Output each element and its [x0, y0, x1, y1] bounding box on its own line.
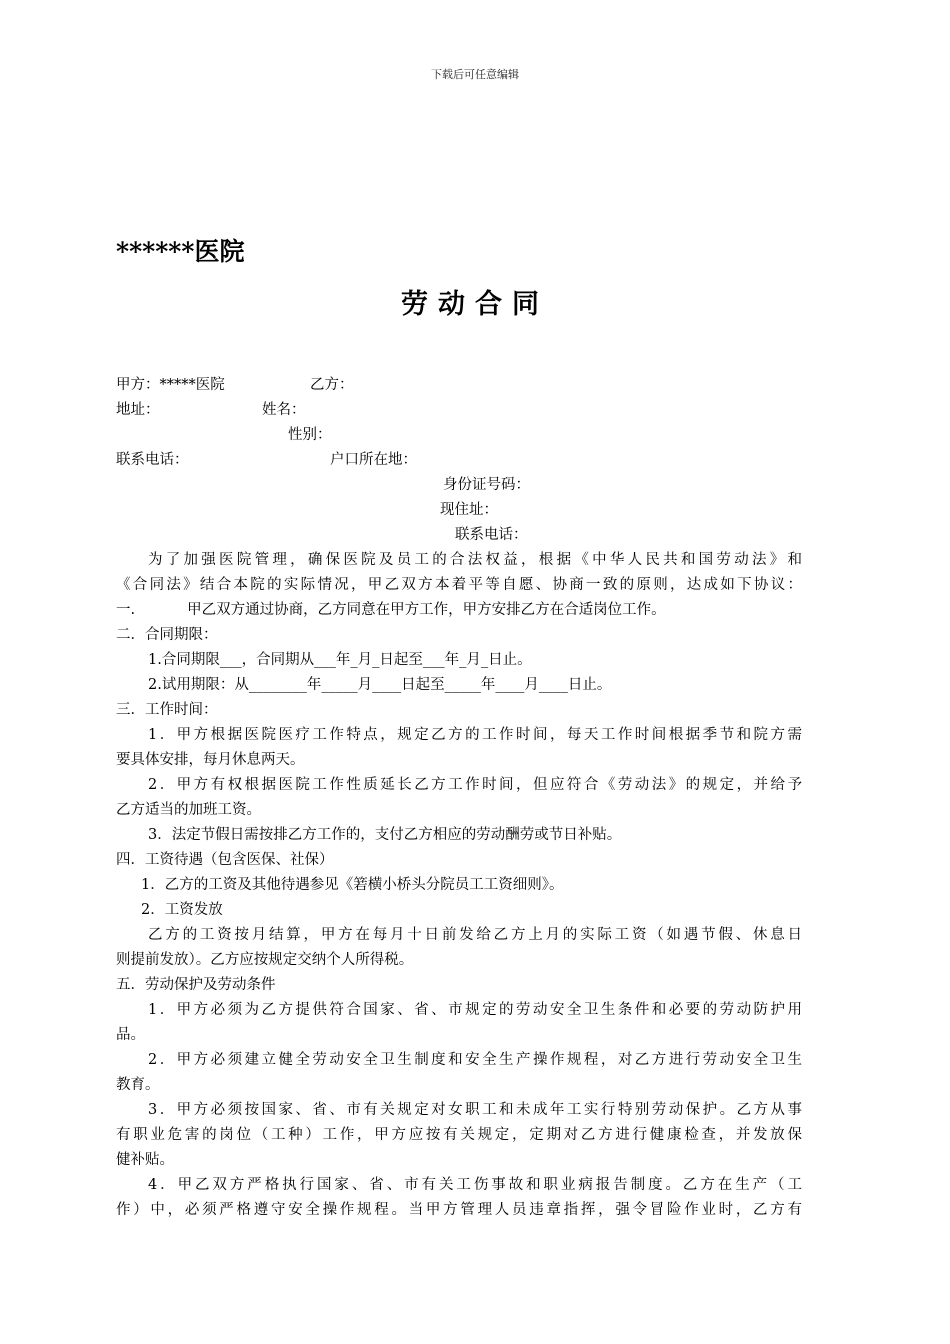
header-note: 下载后可任意编辑	[431, 68, 519, 81]
section-3-item-2-line-1: 2．甲方有权根据医院工作性质延长乙方工作时间，但应符合《劳动法》的规定，并给予	[148, 777, 802, 793]
intro-line-2: 《合同法》结合本院的实际情况，甲乙双方本着平等自愿、协商一致的原则，达成如下协议：	[116, 577, 802, 593]
name-label: 姓名：	[262, 402, 306, 418]
hukou-label: 户口所在地：	[330, 452, 417, 468]
section-1	[116, 598, 802, 623]
section-1-number: 一.	[116, 602, 136, 618]
section-5-item-3-line-1: 3．甲方必须按国家、省、市有关规定对女职工和未成年工实行特别劳动保护。乙方从事	[148, 1102, 802, 1118]
section-2-item-2: 2.试用期限：从________年_____月____日起至_____年____月____日止。	[148, 677, 612, 693]
intro-line-1: 为了加强医院管理，确保医院及员工的合法权益，根据《中华人民共和国劳动法》和	[148, 552, 802, 568]
section-4-item-2: 2．工资发放	[141, 902, 223, 918]
section-5-item-2-line-2: 教育。	[116, 1077, 160, 1093]
address-label: 地址：	[116, 402, 160, 418]
current-address-label: 现住址：	[440, 502, 498, 518]
section-3-item-3: 3．法定节假日需按排乙方工作的，支付乙方相应的劳动酬劳或节日补贴。	[148, 827, 622, 843]
gender-label: 性别：	[288, 427, 332, 443]
section-5-heading: 五．劳动保护及劳动条件	[116, 977, 276, 993]
id-number-label: 身份证号码：	[443, 477, 530, 493]
section-5-item-3-line-3: 健补贴。	[116, 1152, 174, 1168]
section-5-item-3-line-2: 有职业危害的岗位（工种）工作，甲方应按有关规定，定期对乙方进行健康检查，并发放保	[116, 1127, 802, 1143]
section-4-item-2-line-1: 乙方的工资按月结算，甲方在每月十日前发给乙方上月的实际工资（如遇节假、休息日	[148, 927, 802, 943]
section-1-text: 甲乙双方通过协商，乙方同意在甲方工作，甲方安排乙方在合适岗位工作。	[187, 602, 666, 618]
section-3-item-1-line-2: 要具体安排，每月休息两天。	[116, 752, 305, 768]
section-4-item-1: 1．乙方的工资及其他待遇参见《箬横小桥头分院员工工资细则》。	[141, 877, 564, 893]
party-b-label: 乙方：	[310, 377, 354, 393]
section-2-item-1: 1.合同期限___，合同期从___年_月_日起至___年_月_日止。	[148, 652, 532, 668]
hospital-name: ******医院	[116, 237, 245, 266]
section-5-item-4-line-2: 作）中，必须严格遵守安全操作规程。当甲方管理人员违章指挥，强令冒险作业时，乙方有	[116, 1202, 802, 1218]
phone-a-label: 联系电话：	[116, 452, 189, 468]
phone-b-label: 联系电话：	[455, 527, 528, 543]
contract-body	[116, 548, 802, 1223]
section-3-item-2-line-2: 乙方适当的加班工资。	[116, 802, 261, 818]
section-5-item-1-line-2: 品。	[116, 1027, 145, 1043]
section-4-heading: 四．工资待遇（包含医保、社保）	[116, 852, 334, 868]
section-2-heading: 二．合同期限：	[116, 627, 218, 643]
section-3-item-1-line-1: 1．甲方根据医院医疗工作特点，规定乙方的工作时间，每天工作时间根据季节和院方需	[148, 727, 802, 743]
section-3-heading: 三．工作时间：	[116, 702, 218, 718]
section-5-item-1-line-1: 1．甲方必须为乙方提供符合国家、省、市规定的劳动安全卫生条件和必要的劳动防护用	[148, 1002, 802, 1018]
party-a-label: 甲方：*****医院	[116, 377, 225, 393]
section-5-item-4-line-1: 4．甲乙双方严格执行国家、省、市有关工伤事故和职业病报告制度。乙方在生产（工	[148, 1177, 802, 1193]
section-5-item-2-line-1: 2．甲方必须建立健全劳动安全卫生制度和安全生产操作规程，对乙方进行劳动安全卫生	[148, 1052, 802, 1068]
section-4-item-2-line-2: 则提前发放）。乙方应按规定交纳个人所得税。	[116, 952, 414, 968]
document-title: 劳动合同	[401, 289, 549, 320]
